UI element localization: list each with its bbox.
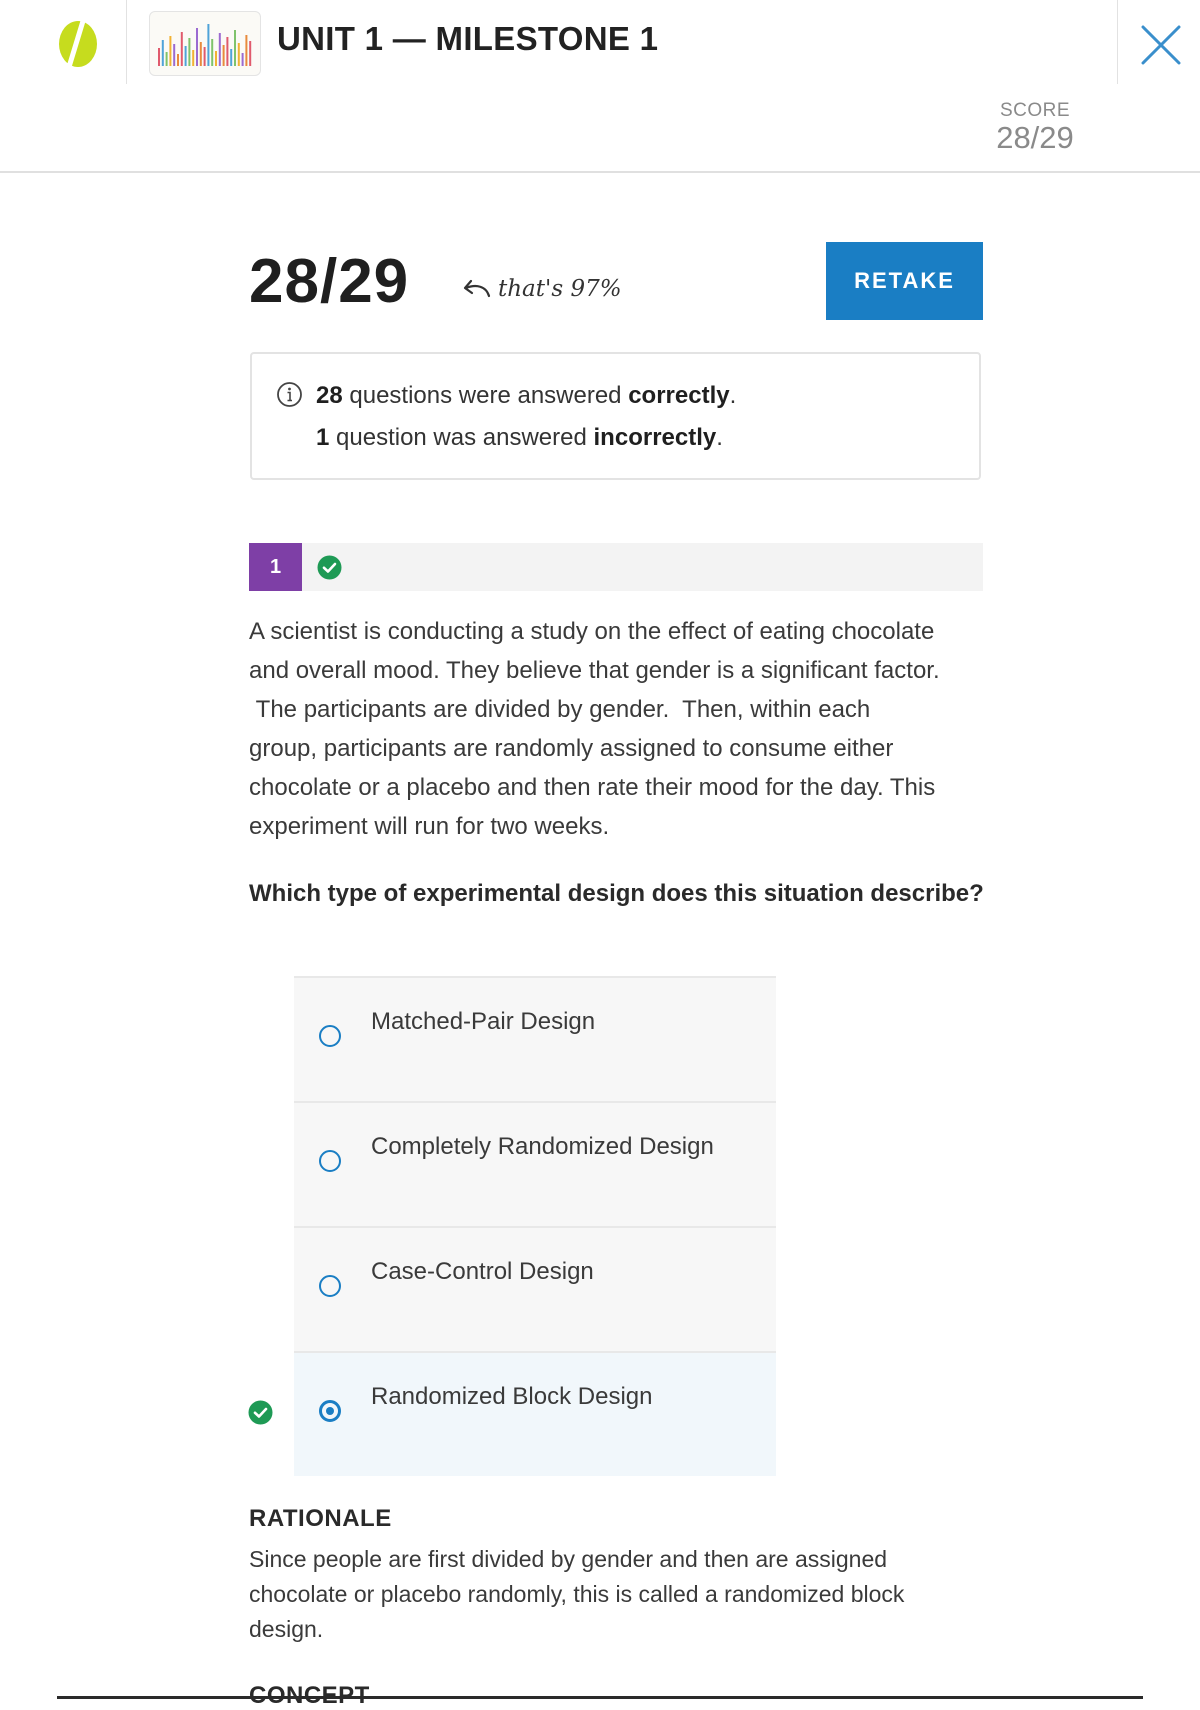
incorrect-text: question was answered	[329, 424, 594, 451]
answer-option[interactable]	[294, 976, 776, 1101]
radio-button[interactable]	[319, 1025, 341, 1047]
summary-box	[250, 352, 981, 480]
correct-check-icon	[317, 555, 342, 580]
question-header	[249, 543, 983, 591]
thumbnail-bar	[166, 52, 168, 66]
unit-thumbnail	[149, 11, 261, 76]
curved-arrow-icon	[458, 276, 492, 302]
thumbnail-bar	[245, 35, 247, 66]
thumbnail-bar	[211, 39, 213, 66]
question-text: A scientist is conducting a study on the effect of eating chocolate and overall mood. They believe that gender is a significant factor. The participants are divided by gender. Then, within each group, participants are randomly assigned to consume either chocolate or a placebo and then rate their mood for the day. This experiment will run for two weeks.	[249, 618, 940, 840]
summary-incorrect-line	[316, 424, 723, 452]
answer-options	[294, 976, 776, 1476]
thumbnail-bar	[192, 50, 194, 66]
thumbnail-bar	[226, 37, 228, 66]
thumbnail-bar	[234, 30, 236, 66]
radio-button-selected[interactable]	[319, 1400, 341, 1422]
answer-option[interactable]	[294, 1101, 776, 1226]
thumbnail-bar	[173, 44, 175, 66]
rationale-text: Since people are first divided by gender and then are assigned chocolate or placebo randomly, this is called a randomized block design.	[249, 1546, 905, 1642]
top-bar	[0, 0, 1200, 173]
score-label: SCORE	[999, 100, 1071, 121]
thumbnail-bar	[200, 42, 202, 66]
correct-word: correctly	[628, 382, 730, 409]
info-icon	[276, 381, 303, 408]
answer-option-selected[interactable]	[294, 1351, 776, 1476]
answer-option[interactable]	[294, 1226, 776, 1351]
thumbnail-bar	[223, 45, 225, 66]
option-label: Randomized Block Design	[371, 1383, 653, 1410]
thumbnail-bar	[196, 28, 198, 66]
thumbnail-bar	[249, 41, 251, 66]
score-value: 28/29	[996, 120, 1074, 155]
retake-button[interactable]: RETAKE	[826, 242, 983, 320]
incorrect-word: incorrectly	[593, 424, 717, 451]
close-icon[interactable]	[1138, 22, 1184, 68]
thumbnail-bar	[162, 40, 164, 66]
thumbnail-bar	[181, 32, 183, 66]
incorrect-end: .	[716, 424, 723, 451]
sophia-logo-icon	[55, 18, 101, 70]
correct-end: .	[729, 382, 737, 409]
header-divider-left	[126, 0, 127, 84]
thumbnail-bar	[219, 33, 221, 66]
unit-title: UNIT 1 — MILESTONE 1	[277, 20, 659, 57]
thumbnail-bar	[242, 53, 244, 66]
thumbnail-bar	[230, 49, 232, 66]
thumbnail-bar	[238, 43, 240, 66]
thumbnail-bar	[204, 47, 206, 66]
thumbnail-bar	[158, 48, 160, 66]
option-label: Matched-Pair Design	[371, 1008, 596, 1035]
radio-button[interactable]	[319, 1275, 341, 1297]
rationale-heading: RATIONALE	[249, 1505, 392, 1532]
thumbnail-bar	[169, 36, 171, 66]
percent-note-text: that's 97%	[498, 276, 622, 302]
thumbnail-bar	[188, 38, 190, 66]
thumbnail-bar	[185, 46, 187, 66]
bottom-divider	[57, 1696, 1143, 1699]
percent-note	[458, 276, 622, 302]
option-label: Completely Randomized Design	[371, 1133, 714, 1160]
correct-answer-check-icon	[248, 1400, 273, 1425]
radio-button[interactable]	[319, 1150, 341, 1172]
correct-count: 28	[316, 382, 343, 409]
summary-correct-line	[316, 382, 736, 410]
question-prompt: Which type of experimental design does this situation describe?	[249, 880, 984, 907]
incorrect-count: 1	[316, 424, 330, 451]
result-score: 28/29	[249, 247, 410, 316]
thumbnail-bar	[207, 24, 209, 66]
thumbnail-bar	[215, 51, 217, 66]
thumbnail-bar	[177, 54, 179, 66]
question-number-badge[interactable]: 1	[249, 543, 302, 591]
option-label: Case-Control Design	[371, 1258, 594, 1285]
header-divider-right	[1117, 0, 1118, 84]
correct-text: questions were answered	[342, 382, 629, 409]
